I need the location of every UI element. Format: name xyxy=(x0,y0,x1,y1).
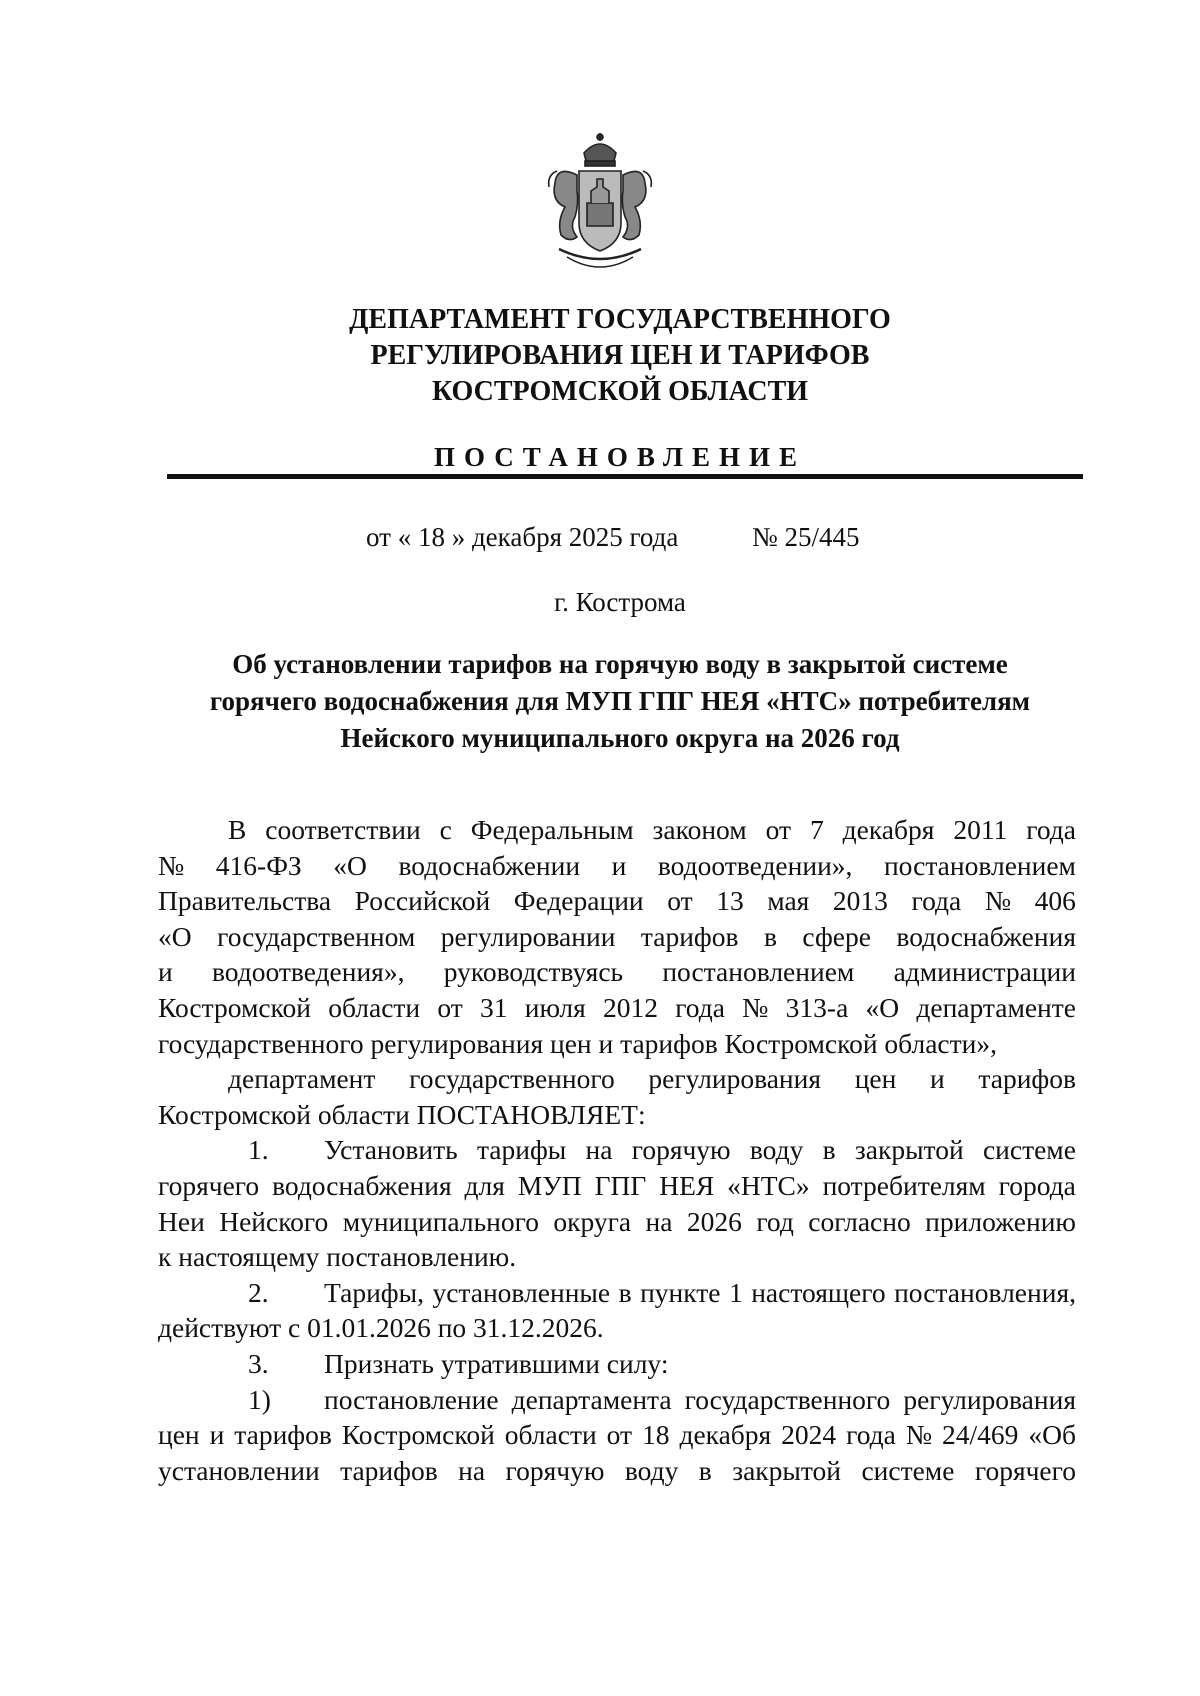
word: 2011 xyxy=(953,814,1008,845)
word: 18 xyxy=(642,1419,670,1451)
word: постановлением xyxy=(883,849,1076,881)
word: от xyxy=(437,991,463,1023)
word: Нейского xyxy=(219,1205,329,1237)
word: законом xyxy=(652,814,747,845)
word: руководствуясь xyxy=(443,956,624,988)
word: год xyxy=(756,1205,794,1237)
word: на xyxy=(458,1454,486,1486)
word: пункте xyxy=(640,1276,721,1308)
word: от xyxy=(765,814,792,845)
word: соответствии xyxy=(265,814,421,845)
word: государственного xyxy=(409,1063,615,1095)
document-body xyxy=(158,812,1076,1488)
word: № xyxy=(742,991,769,1023)
word: горячего xyxy=(158,1169,260,1201)
word: установленные xyxy=(432,1276,611,1308)
word: цен xyxy=(854,1063,897,1095)
title-line: горячего водоснабжения для МУП ГПГ НЕЯ «НТС» потребителям xyxy=(209,686,1031,716)
word: Федерации xyxy=(513,885,644,917)
word: «НТС» xyxy=(727,1169,810,1201)
word: государственном xyxy=(217,920,416,952)
word: системе xyxy=(861,1454,955,1486)
body-text-line xyxy=(158,990,1076,1026)
body-text-line xyxy=(158,812,1076,848)
word: водоснабжения xyxy=(272,1169,452,1201)
word: тарифов xyxy=(978,1063,1076,1095)
word: водоотведения», xyxy=(211,956,405,988)
word: и xyxy=(930,1063,945,1095)
word: 2024 xyxy=(781,1419,837,1451)
body-text-line xyxy=(158,1453,1076,1489)
body-text-line xyxy=(158,1061,1076,1097)
word: «Об xyxy=(1028,1419,1076,1451)
item-number: 1) xyxy=(248,1383,271,1415)
word: от xyxy=(606,1419,633,1451)
word: года xyxy=(911,885,962,917)
word: на xyxy=(645,1205,673,1237)
text-fragment: Костромской области ПОСТАНОВЛЯЕТ: xyxy=(158,1098,646,1130)
word: НЕЯ xyxy=(659,1169,715,1201)
body-text-line xyxy=(158,1204,1076,1240)
word: 2013 xyxy=(832,885,888,917)
word: горячую xyxy=(631,1134,731,1166)
word: декабря xyxy=(842,814,935,845)
text-fragment: к настоящему постановлению. xyxy=(158,1241,517,1273)
word: 2012 xyxy=(602,991,658,1023)
body-text-line xyxy=(158,954,1076,990)
word: мая xyxy=(767,885,810,917)
word: года xyxy=(846,1419,896,1451)
text-fragment: государственного регулирования цен и тарифов Костромской области», xyxy=(158,1027,997,1059)
word: горячую xyxy=(505,1454,605,1486)
word: в xyxy=(698,1454,712,1486)
word: закрытой xyxy=(854,1134,964,1166)
word: воду xyxy=(749,1134,804,1166)
body-text-line xyxy=(158,1026,1076,1062)
title-line: Об установлении тарифов на горячую воду в закрытой системе xyxy=(232,649,1008,679)
word: года xyxy=(1026,814,1076,845)
body-text-line xyxy=(158,1275,1076,1311)
word: воду xyxy=(624,1454,679,1486)
document-date: от « 18 » декабря 2025 года xyxy=(366,522,679,552)
body-text-line xyxy=(158,1382,1076,1418)
word: и xyxy=(158,956,173,988)
department-line: КОСТРОМСКОЙ ОБЛАСТИ xyxy=(431,376,809,407)
word: № xyxy=(905,1419,933,1451)
word: водоснабжения xyxy=(896,920,1076,952)
word: «О xyxy=(158,920,192,952)
word: регулирования xyxy=(903,1383,1076,1415)
word: МУП xyxy=(517,1169,582,1201)
word: настоящего xyxy=(751,1276,886,1308)
word: системе xyxy=(982,1134,1076,1166)
word: установлении xyxy=(158,1454,320,1486)
body-text-line xyxy=(158,1097,1076,1133)
body-text-line xyxy=(158,1239,1076,1275)
coat-of-arms-emblem xyxy=(539,131,661,279)
word: тарифы xyxy=(476,1134,567,1166)
word: горячего xyxy=(974,1454,1076,1486)
word: департаменте xyxy=(916,991,1076,1023)
word: постановление xyxy=(324,1383,499,1415)
word: № xyxy=(984,885,1012,917)
word: Тарифы, xyxy=(324,1276,424,1308)
word: от xyxy=(667,885,693,917)
body-text-line xyxy=(158,919,1076,955)
word: департамент xyxy=(228,1063,376,1095)
word: тарифов xyxy=(340,1454,438,1486)
word: Костромской xyxy=(341,1419,495,1451)
item-number: 3. xyxy=(248,1347,269,1379)
word: июля xyxy=(524,991,586,1023)
word: ГПГ xyxy=(594,1169,647,1201)
word: и xyxy=(209,1419,225,1451)
word: администрации xyxy=(893,956,1076,988)
word: В xyxy=(228,814,247,845)
word: постановлением xyxy=(662,956,855,988)
word: города xyxy=(998,1169,1076,1201)
word: регулировании xyxy=(440,920,616,952)
word: потребителям xyxy=(822,1169,986,1201)
word: 2026 xyxy=(686,1205,742,1237)
word: Федеральным xyxy=(470,814,634,845)
word: тарифов xyxy=(640,920,739,952)
word: приложению xyxy=(925,1205,1076,1237)
word: цен xyxy=(158,1419,200,1451)
word: муниципального xyxy=(342,1205,539,1237)
item-number: 2. xyxy=(248,1276,269,1308)
word: «О xyxy=(333,849,367,881)
word: закрытой xyxy=(732,1454,841,1486)
word: 13 xyxy=(716,885,744,917)
word: Российской xyxy=(354,885,491,917)
word: округа xyxy=(553,1205,632,1237)
word: 31 xyxy=(480,991,508,1023)
body-text-line xyxy=(158,848,1076,884)
document-city: г. Кострома xyxy=(554,587,686,617)
body-text-line xyxy=(158,1132,1076,1168)
word: Установить xyxy=(324,1134,458,1166)
body-text-line xyxy=(158,1346,1076,1382)
department-line: ДЕПАРТАМЕНТ ГОСУДАРСТВЕННОГО xyxy=(349,304,891,335)
word: Правительства xyxy=(158,885,332,917)
word: водоснабжении xyxy=(398,849,581,881)
word: № xyxy=(158,849,185,881)
word: сфере xyxy=(802,920,871,952)
body-text-line xyxy=(158,1168,1076,1204)
word: «О xyxy=(865,991,900,1023)
word: в xyxy=(822,1134,836,1166)
word: в xyxy=(618,1276,632,1308)
word: 406 xyxy=(1034,885,1076,917)
department-line: РЕГУЛИРОВАНИЯ ЦЕН И ТАРИФОВ xyxy=(370,340,870,371)
word: в xyxy=(763,920,777,952)
title-line: Нейского муниципального округа на 2026 год xyxy=(340,723,900,753)
word: года xyxy=(675,991,725,1023)
text-fragment: действуют с 01.01.2026 по 31.12.2026. xyxy=(158,1312,604,1344)
word: области xyxy=(328,991,421,1023)
header-divider xyxy=(167,474,1083,479)
body-text-line xyxy=(158,1417,1076,1453)
document-title xyxy=(160,646,1080,757)
word: и xyxy=(611,849,627,881)
document-number: № 25/445 xyxy=(752,522,860,552)
document-type: ПОСТАНОВЛЕНИЕ xyxy=(433,442,807,472)
word: 24/469 xyxy=(942,1419,1019,1451)
body-text-line xyxy=(158,1310,1076,1346)
word: 7 xyxy=(809,814,824,845)
word: Неи xyxy=(158,1205,205,1237)
word: 416-ФЗ xyxy=(215,849,302,881)
word: для xyxy=(464,1169,505,1201)
text-fragment: Признать утратившими силу: xyxy=(324,1347,669,1379)
word: области xyxy=(504,1419,597,1451)
word: департамента xyxy=(511,1383,672,1415)
word: на xyxy=(585,1134,613,1166)
word: Костромской xyxy=(158,991,311,1023)
word: тарифов xyxy=(234,1419,332,1451)
department-heading xyxy=(160,302,1080,410)
word: 313-а xyxy=(785,991,849,1023)
word: регулирования xyxy=(648,1063,822,1095)
item-number: 1. xyxy=(248,1134,269,1166)
word: водоотведении», xyxy=(657,849,853,881)
word: постановления, xyxy=(894,1276,1076,1308)
word: 1 xyxy=(728,1276,743,1308)
word: согласно xyxy=(808,1205,911,1237)
word: государственного xyxy=(684,1383,891,1415)
word: декабря xyxy=(679,1419,772,1451)
body-text-line xyxy=(158,883,1076,919)
word: с xyxy=(439,814,452,845)
